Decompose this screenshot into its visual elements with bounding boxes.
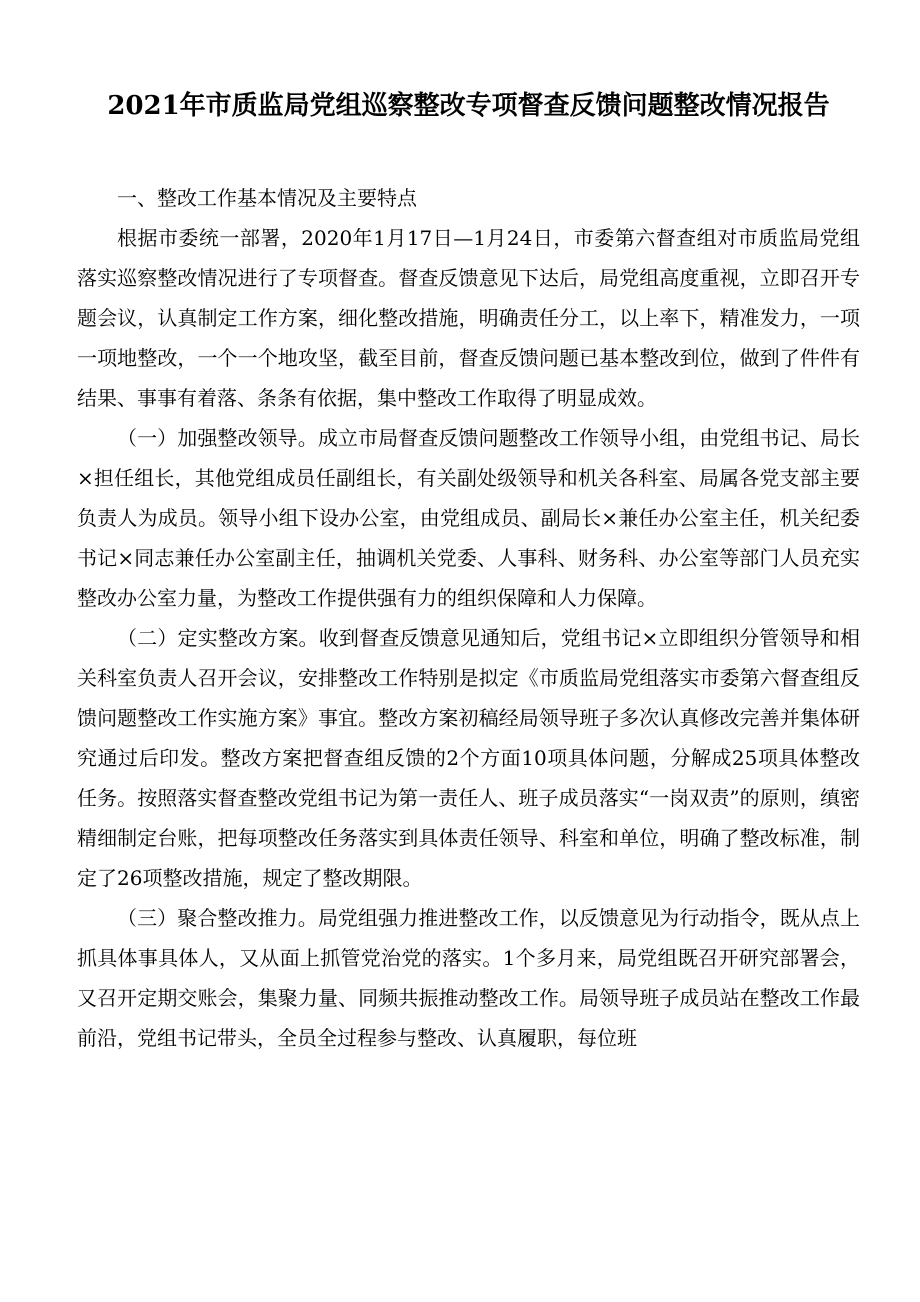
paragraph-plan: （二）定实整改方案。收到督查反馈意见通知后，党组书记×立即组织分管领导和相关科室负责人召开会议，安排整改工作特别是拟定《市质监局党组落实市委第六督查组反馈问题整改工作实施方案》事宜。整改方案初稿经局领导班子多次认真修改完善并集体研究通过后印发。整改方案把督查组反馈的2个方面10项具体问题，分解成25项具体整改任务。按照落实督查整改党组书记为第一责任人、班子成员落实“一岗双责”的原则，缜密精细制定台账，把每项整改任务落实到具体责任领导、科室和单位，明确了整改标准，制定了26项整改措施，规定了整改期限。 [77, 626, 860, 890]
section-heading: 一、整改工作基本情况及主要特点 [117, 186, 417, 210]
document-body [77, 178, 860, 1058]
paragraph-leadership: （一）加强整改领导。成立市局督查反馈问题整改工作领导小组，由党组书记、局长×担任组长，其他党组成员任副组长，有关副处级领导和机关各科室、局属各党支部主要负责人为成员。领导小组下设办公室，由党组成员、副局长×兼任办公室主任，机关纪委书记×同志兼任办公室副主任，抽调机关党委、人事科、财务科、办公室等部门人员充实整改办公室力量，为整改工作提供强有力的组织保障和人力保障。 [77, 426, 860, 610]
document-title: 2021年市质监局党组巡察整改专项督查反馈问题整改情况报告 [107, 91, 830, 121]
paragraph-push: （三）聚合整改推力。局党组强力推进整改工作，以反馈意见为行动指令，既从点上抓具体事具体人，又从面上抓管党治党的落实。1个多月来，局党组既召开研究部署会，又召开定期交账会，集聚力量、同频共振推动整改工作。局领导班子成员站在整改工作最前沿，党组书记带头，全员全过程参与整改、认真履职，每位班 [77, 906, 860, 1050]
paragraph-intro: 根据市委统一部署，2020年1月17日—1月24日，市委第六督查组对市质监局党组落实巡察整改情况进行了专项督查。督查反馈意见下达后，局党组高度重视，立即召开专题会议，认真制定工作方案，细化整改措施，明确责任分工，以上率下，精准发力，一项一项地整改，一个一个地攻坚，截至目前，督查反馈问题已基本整改到位，做到了件件有结果、事事有着落、条条有依据，集中整改工作取得了明显成效。 [77, 226, 860, 410]
